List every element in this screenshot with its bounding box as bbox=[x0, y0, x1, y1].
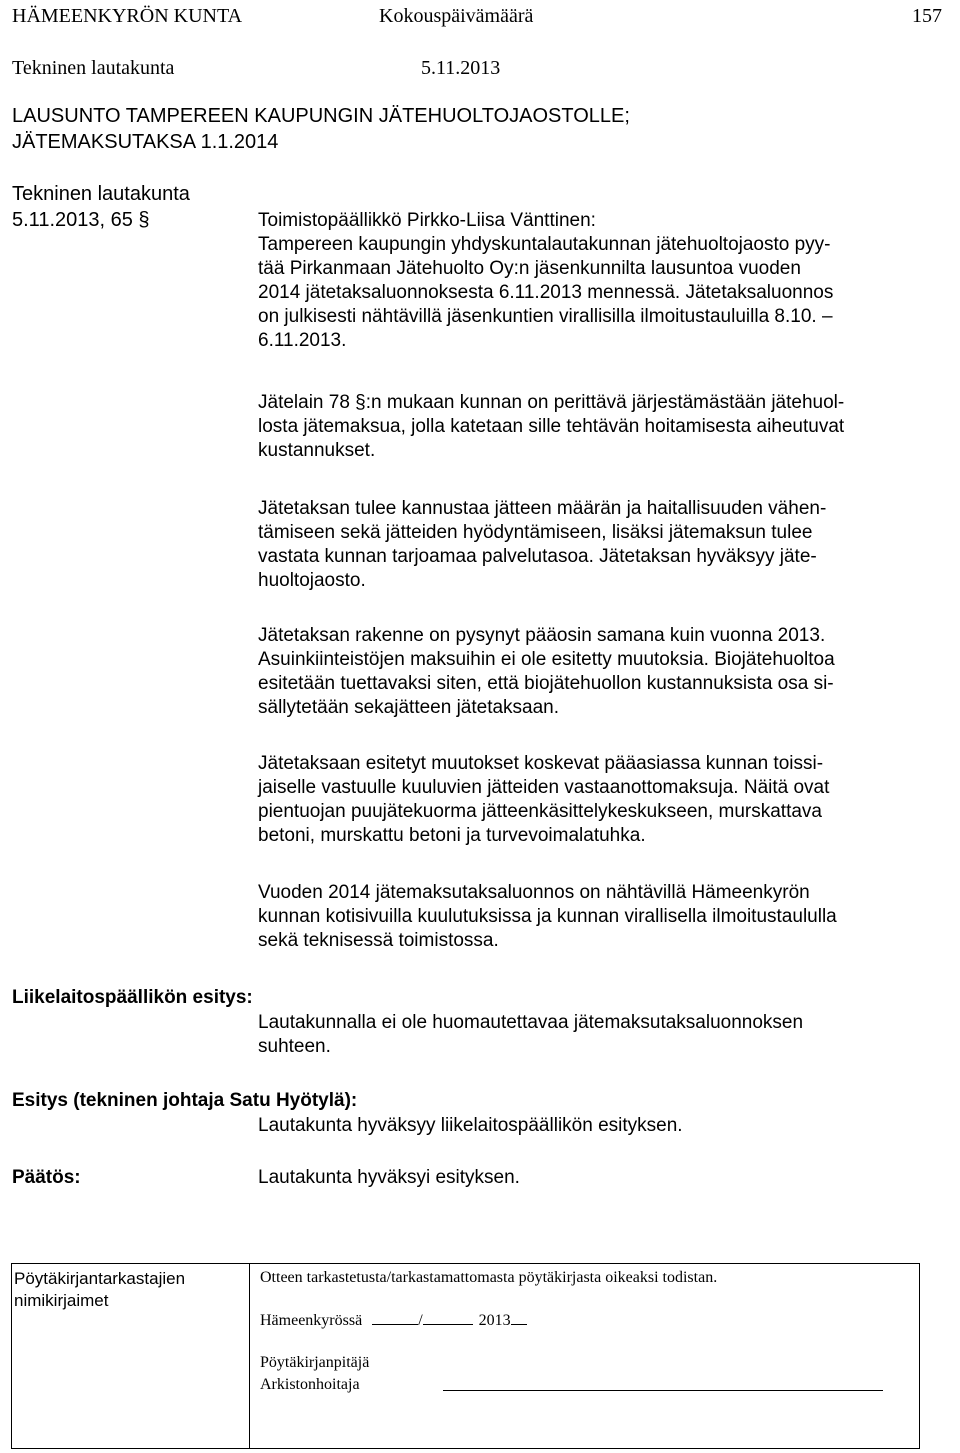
month-blank[interactable] bbox=[423, 1310, 473, 1325]
paragraph-line: on julkisesti nähtävillä jäsenkuntien virallisilla ilmoitustauluilla 8.10. – bbox=[258, 306, 833, 327]
paragraph-line: tää Pirkanmaan Jätehuolto Oy:n jäsenkunnilta lausuntoa vuoden bbox=[258, 258, 801, 279]
doc-type: Kokouspäivämäärä bbox=[379, 5, 534, 27]
paragraph-line: Lautakunnalla ei ole huomautettavaa jätemaksutaksaluonnoksen bbox=[258, 1012, 804, 1033]
paragraph-line: Tampereen kaupungin yhdyskuntalautakunnan jätehuoltojaosto pyy- bbox=[258, 234, 831, 255]
paragraph-line: 2014 jätetaksaluonnoksesta 6.11.2013 mennessä. Jätetaksaluonnos bbox=[258, 282, 834, 303]
paragraph-line: Jätelain 78 §:n mukaan kunnan on perittävä järjestämästään jätehuol- bbox=[258, 392, 845, 413]
signing-place: Hämeenkyrössä bbox=[260, 1312, 363, 1329]
signature-line[interactable] bbox=[443, 1390, 883, 1391]
footer-box bbox=[11, 1263, 920, 1449]
date-separator: / bbox=[418, 1312, 423, 1329]
paragraph-line: betoni, murskattu betoni ja turvevoimalatuhka. bbox=[258, 825, 646, 846]
decision-text bbox=[258, 1166, 520, 1190]
paragraph-1 bbox=[258, 209, 833, 353]
paragraph-line: Lautakunta hyväksyi esityksen. bbox=[258, 1167, 520, 1188]
reviewer-initials-label bbox=[14, 1268, 185, 1312]
paragraph-6 bbox=[258, 881, 837, 953]
board-name: Tekninen lautakunta bbox=[12, 57, 175, 79]
signing-place-date bbox=[260, 1310, 527, 1331]
paragraph-line: Jätetaksaan esitetyt muutokset koskevat pääasiassa kunnan toissi- bbox=[258, 753, 824, 774]
paragraph-line: sekä teknisessä toimistossa. bbox=[258, 930, 499, 951]
signer-title-2: Arkistonhoitaja bbox=[260, 1376, 360, 1393]
day-blank[interactable] bbox=[372, 1310, 418, 1325]
paragraph-line: tämiseen sekä jätteiden hyödyntämiseen, lisäksi jätemaksun tulee bbox=[258, 522, 813, 543]
paragraph-line: Jätetaksan rakenne on pysynyt pääosin samana kuin vuonna 2013. bbox=[258, 625, 826, 646]
proposal-head-text bbox=[258, 1011, 803, 1059]
paragraph-line: Jätetaksan tulee kannustaa jätteen määrän ja haitallisuuden vähen- bbox=[258, 498, 827, 519]
paragraph-line: vastata kunnan tarjoamaa palvelutasoa. Jätetaksan hyväksyy jäte- bbox=[258, 546, 817, 567]
municipality-name: HÄMEENKYRÖN KUNTA bbox=[12, 5, 243, 27]
footer-left-line: nimikirjaimet bbox=[14, 1291, 109, 1310]
paragraph-5 bbox=[258, 752, 829, 848]
footer-left-line: Pöytäkirjantarkastajien bbox=[14, 1269, 186, 1288]
paragraph-line: kunnan kotisivuilla kuulutuksissa ja kunnan virallisella ilmoitustaululla bbox=[258, 906, 837, 927]
title-line-1: LAUSUNTO TAMPEREEN KAUPUNGIN JÄTEHUOLTOJAOSTOLLE; bbox=[12, 105, 630, 127]
footer-divider bbox=[249, 1264, 250, 1448]
paragraph-line: jaiselle vastuulle kuuluvien jätteiden vastaanottomaksuja. Näitä ovat bbox=[258, 777, 830, 798]
paragraph-line: kustannukset. bbox=[258, 440, 376, 461]
paragraph-line: pientuojan puujätekuorma jätteenkäsittelykeskukseen, murskattava bbox=[258, 801, 822, 822]
proposal-director-text bbox=[258, 1114, 683, 1138]
year-blank[interactable] bbox=[511, 1310, 527, 1325]
signer-title-1: Pöytäkirjanpitäjä bbox=[260, 1354, 370, 1371]
paragraph-3 bbox=[258, 497, 826, 593]
proposal-director-label: Esitys (tekninen johtaja Satu Hyötylä): bbox=[12, 1090, 358, 1111]
paragraph-line: esitetään tuettavaksi siten, että biojätehuollon kustannuksista osa si- bbox=[258, 673, 834, 694]
certification-text: Otteen tarkastetusta/tarkastamattomasta pöytäkirjasta oikeaksi todistan. bbox=[260, 1269, 718, 1286]
section-ref: 5.11.2013, 65 § bbox=[12, 209, 150, 231]
section-board: Tekninen lautakunta bbox=[12, 183, 190, 205]
page-number: 157 bbox=[912, 5, 942, 27]
title-line-2: JÄTEMAKSUTAKSA 1.1.2014 bbox=[12, 131, 279, 153]
paragraph-line: losta jätemaksua, jolla katetaan sille tehtävän hoitamisesta aiheutuvat bbox=[258, 416, 845, 437]
paragraph-line: Lautakunta hyväksyy liikelaitospäällikön esityksen. bbox=[258, 1115, 683, 1136]
proposal-head-label: Liikelaitospäällikön esitys: bbox=[12, 987, 253, 1008]
paragraph-4 bbox=[258, 624, 835, 720]
signing-year: 2013 bbox=[478, 1312, 511, 1329]
paragraph-line: 6.11.2013. bbox=[258, 330, 347, 351]
meeting-date: 5.11.2013 bbox=[421, 57, 501, 79]
paragraph-2 bbox=[258, 391, 844, 463]
decision-label: Päätös: bbox=[12, 1167, 81, 1188]
paragraph-line: huoltojaosto. bbox=[258, 570, 366, 591]
paragraph-line: Toimistopäällikkö Pirkko-Liisa Vänttinen: bbox=[258, 210, 596, 231]
paragraph-line: sällytetään sekajätteen jätetaksaan. bbox=[258, 697, 560, 718]
paragraph-line: Asuinkiinteistöjen maksuihin ei ole esitetty muutoksia. Biojätehuoltoa bbox=[258, 649, 835, 670]
paragraph-line: Vuoden 2014 jätemaksutaksaluonnos on nähtävillä Hämeenkyrön bbox=[258, 882, 810, 903]
paragraph-line: suhteen. bbox=[258, 1036, 331, 1057]
